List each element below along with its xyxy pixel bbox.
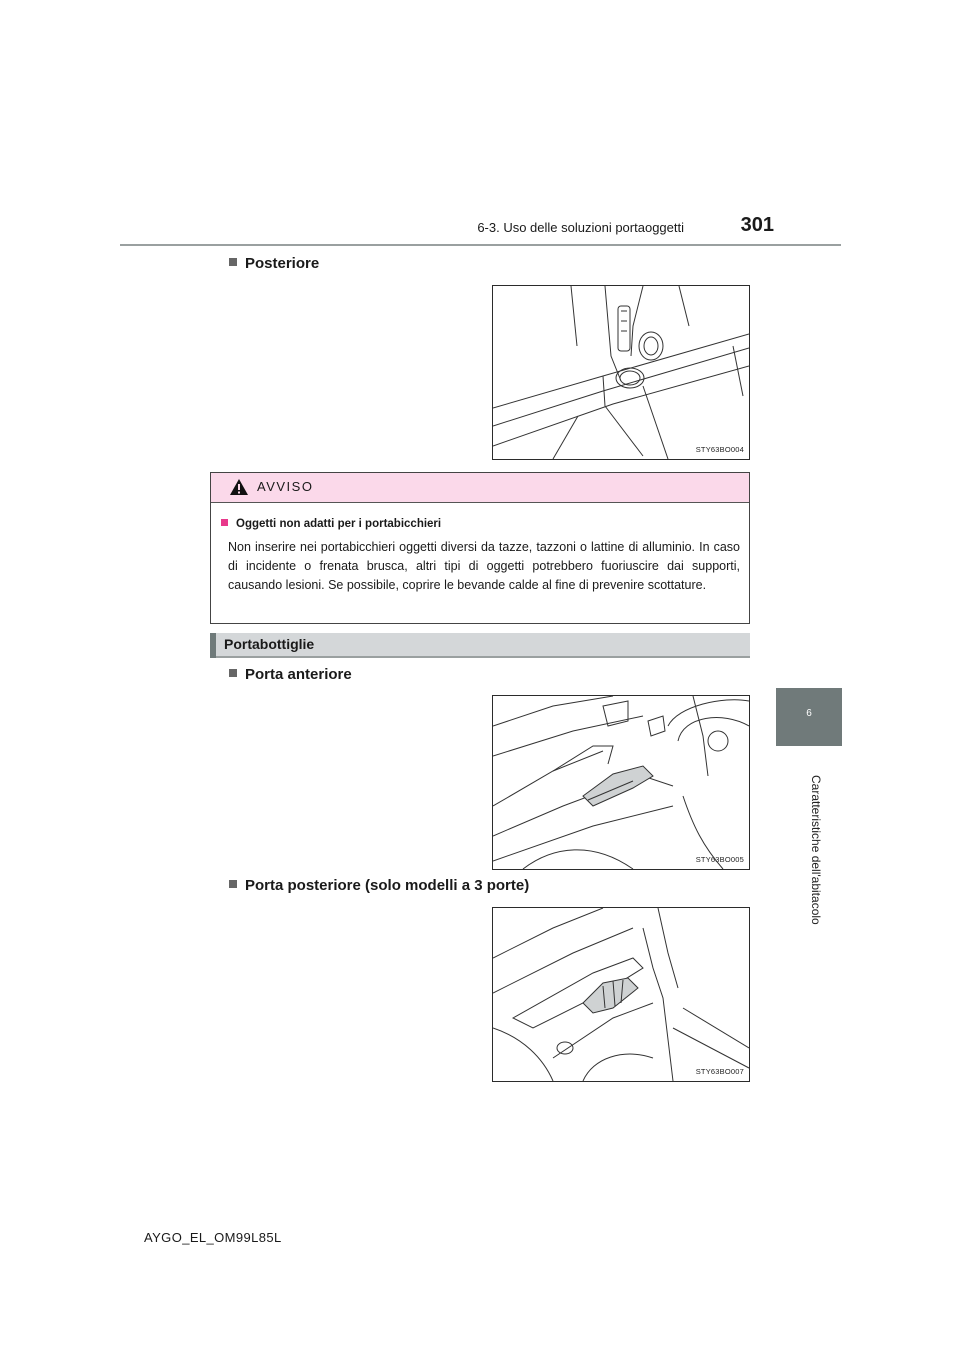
pink-square-bullet-icon	[221, 519, 228, 526]
figure-code: STY63BO005	[695, 855, 744, 864]
warning-box	[210, 472, 750, 624]
subsection-posteriore-label: Posteriore	[245, 255, 320, 272]
chapter-side-label	[806, 775, 826, 935]
warning-subtitle	[221, 518, 441, 530]
figure-code: STY63BO007	[695, 1067, 744, 1076]
warning-header	[211, 473, 749, 503]
figure-rear-door-bottle-holder	[492, 907, 750, 1082]
warning-subtitle-text: Oggetti non adatti per i portabicchieri	[236, 518, 442, 530]
square-bullet-icon	[229, 880, 237, 888]
chapter-tab: 6	[776, 688, 842, 746]
footer-code: AYGO_EL_OM99L85L	[144, 1230, 282, 1245]
warning-triangle-icon	[229, 478, 249, 496]
section-bar-accent	[210, 633, 216, 658]
header-divider	[120, 244, 841, 246]
warning-body: Non inserire nei portabicchieri oggetti diversi da tazze, tazzoni o lattine di alluminio. In caso di incidente o frenata brusca, altri tipi di oggetti potrebbero fuoriuscire dai supporti, causando lesioni. Se possibile, coprire le bevande calde al fine di prevenire scottature.	[228, 540, 740, 592]
subsection-porta-anteriore	[229, 666, 352, 683]
rear-door-bottle-holder-illustration	[493, 908, 749, 1081]
section-bar	[210, 633, 750, 658]
figure-rear-cup-holder	[492, 285, 750, 460]
subsection-porta-anteriore-label: Porta anteriore	[245, 666, 352, 683]
chapter-side-label-text: Caratteristiche dell'abitacolo	[809, 775, 823, 925]
square-bullet-icon	[229, 258, 237, 266]
header-section-title: 6-3. Uso delle soluzioni portaoggetti	[477, 220, 684, 235]
subsection-porta-posteriore-label: Porta posteriore (solo modelli a 3 porte)	[245, 877, 530, 894]
warning-title: AVVISO	[257, 479, 314, 494]
page-number: 301	[740, 214, 774, 236]
section-bar-title: Portabottiglie	[224, 636, 315, 652]
subsection-porta-posteriore	[229, 877, 529, 894]
figure-code: STY63BO004	[695, 445, 744, 454]
subsection-posteriore	[229, 255, 319, 272]
rear-cup-holder-illustration	[493, 286, 749, 459]
front-door-bottle-holder-illustration	[493, 696, 749, 869]
square-bullet-icon	[229, 669, 237, 677]
figure-front-door-bottle-holder	[492, 695, 750, 870]
